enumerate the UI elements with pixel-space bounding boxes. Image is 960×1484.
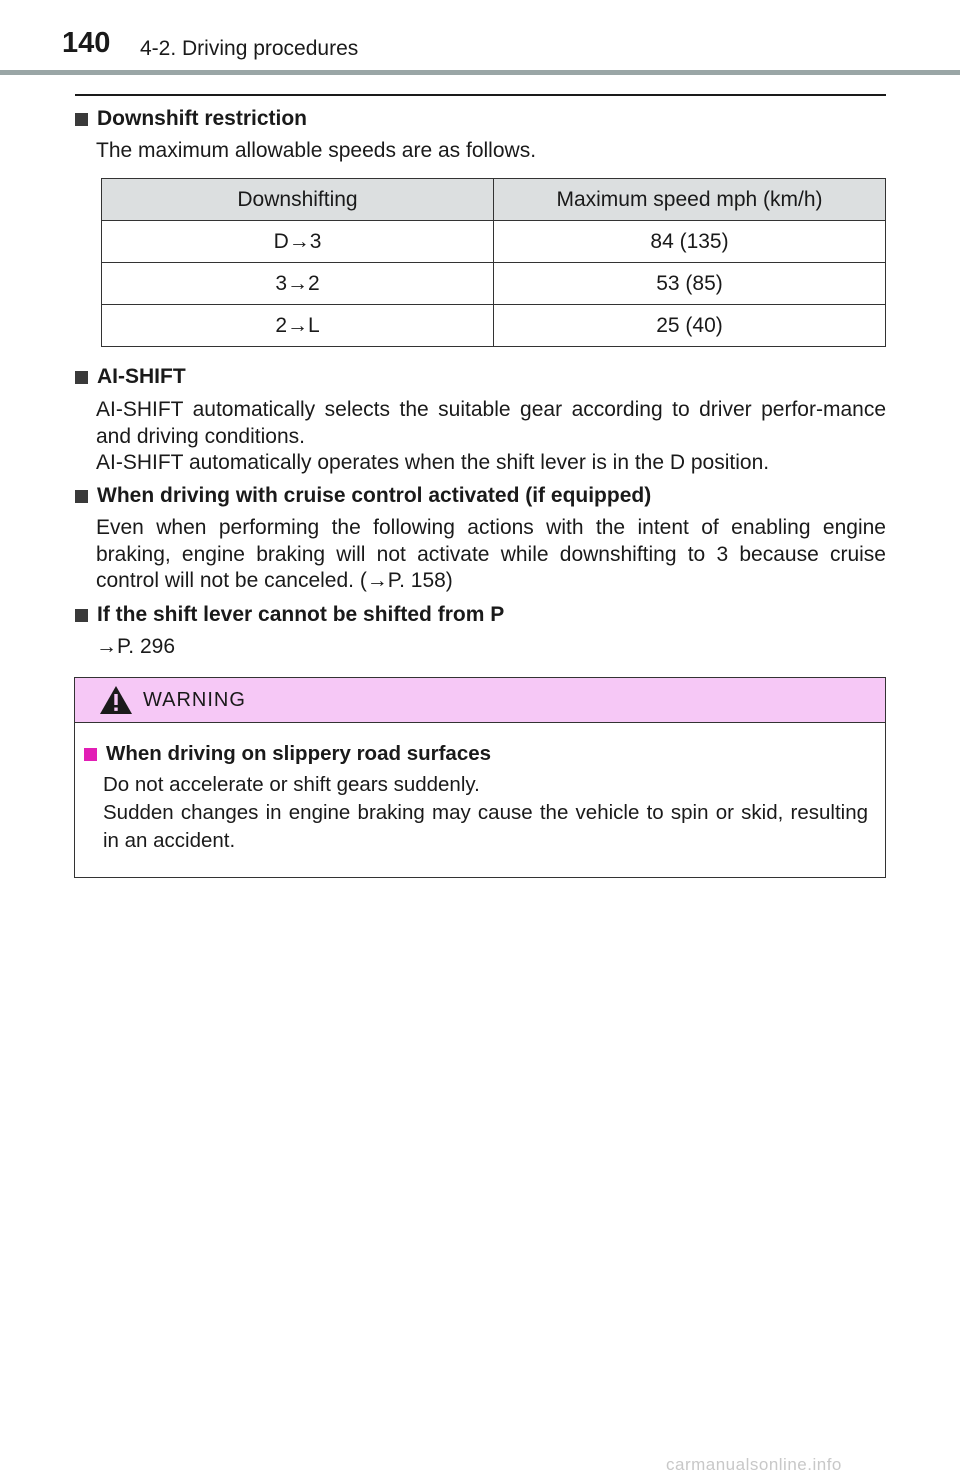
warning-header bbox=[75, 678, 885, 723]
heading-text: AI-SHIFT bbox=[97, 365, 186, 388]
warning-text bbox=[103, 771, 868, 855]
table-cell: D→3 bbox=[102, 221, 494, 263]
warning-box bbox=[74, 677, 886, 878]
page-number: 140 bbox=[62, 27, 111, 59]
page-reference-link[interactable]: →P. 296 bbox=[96, 635, 176, 658]
warning-body bbox=[75, 723, 885, 855]
table-header-cell: Maximum speed mph (km/h) bbox=[494, 179, 886, 221]
content-rule bbox=[75, 94, 886, 96]
paragraph: Do not accelerate or shift gears suddenly. bbox=[103, 773, 480, 796]
section-heading bbox=[75, 483, 886, 509]
square-bullet-icon bbox=[75, 609, 88, 622]
paragraph: AI-SHIFT automatically operates when the shift lever is in the D position. bbox=[96, 451, 770, 474]
section-heading bbox=[75, 106, 886, 132]
warning-label: WARNING bbox=[143, 688, 246, 711]
warning-heading bbox=[84, 741, 868, 767]
heading-text: When driving on slippery road surfaces bbox=[106, 742, 492, 765]
watermark: carmanualsonline.info bbox=[666, 1455, 842, 1474]
paragraph: AI-SHIFT automatically selects the suitable gear according to driver perfor-mance and driving conditions. bbox=[96, 398, 886, 448]
table-header-row bbox=[102, 179, 886, 221]
table-cell: 53 (85) bbox=[494, 263, 886, 305]
table-cell: 3→2 bbox=[102, 263, 494, 305]
paragraph: Sudden changes in engine braking may cause the vehicle to spin or skid, resulting in an accident. bbox=[103, 801, 868, 852]
downshift-table bbox=[101, 178, 886, 347]
section-body bbox=[96, 397, 886, 477]
heading-text: Downshift restriction bbox=[97, 107, 308, 130]
table-cell: 84 (135) bbox=[494, 221, 886, 263]
section-ai-shift bbox=[75, 364, 886, 477]
square-bullet-icon bbox=[75, 490, 88, 503]
square-bullet-icon bbox=[75, 113, 88, 126]
section-shift-lever bbox=[75, 602, 886, 660]
section-title: 4-2. Driving procedures bbox=[140, 37, 359, 60]
section-cruise-control bbox=[75, 483, 886, 595]
header-rule bbox=[0, 70, 960, 75]
paragraph: Even when performing the following actions with the intent of enabling engine braking, engine braking will not activate while downshifting to 3 because cruise control will not be canceled. (→P. 158) bbox=[96, 516, 886, 592]
section-downshift bbox=[75, 106, 886, 165]
section-body bbox=[96, 138, 886, 165]
page-header bbox=[0, 0, 960, 80]
table-row bbox=[102, 263, 886, 305]
square-bullet-icon bbox=[75, 371, 88, 384]
table-cell: 25 (40) bbox=[494, 305, 886, 347]
heading-text: If the shift lever cannot be shifted from P bbox=[97, 603, 505, 626]
table-cell: 2→L bbox=[102, 305, 494, 347]
table-row bbox=[102, 221, 886, 263]
section-heading bbox=[75, 602, 886, 628]
paragraph: The maximum allowable speeds are as follows. bbox=[96, 139, 537, 162]
table-row bbox=[102, 305, 886, 347]
section-heading bbox=[75, 364, 886, 390]
warning-triangle-icon bbox=[99, 685, 133, 715]
heading-text: When driving with cruise control activated (if equipped) bbox=[97, 484, 652, 507]
section-body bbox=[96, 515, 886, 595]
table-header-cell: Downshifting bbox=[102, 179, 494, 221]
square-bullet-icon bbox=[84, 748, 97, 761]
